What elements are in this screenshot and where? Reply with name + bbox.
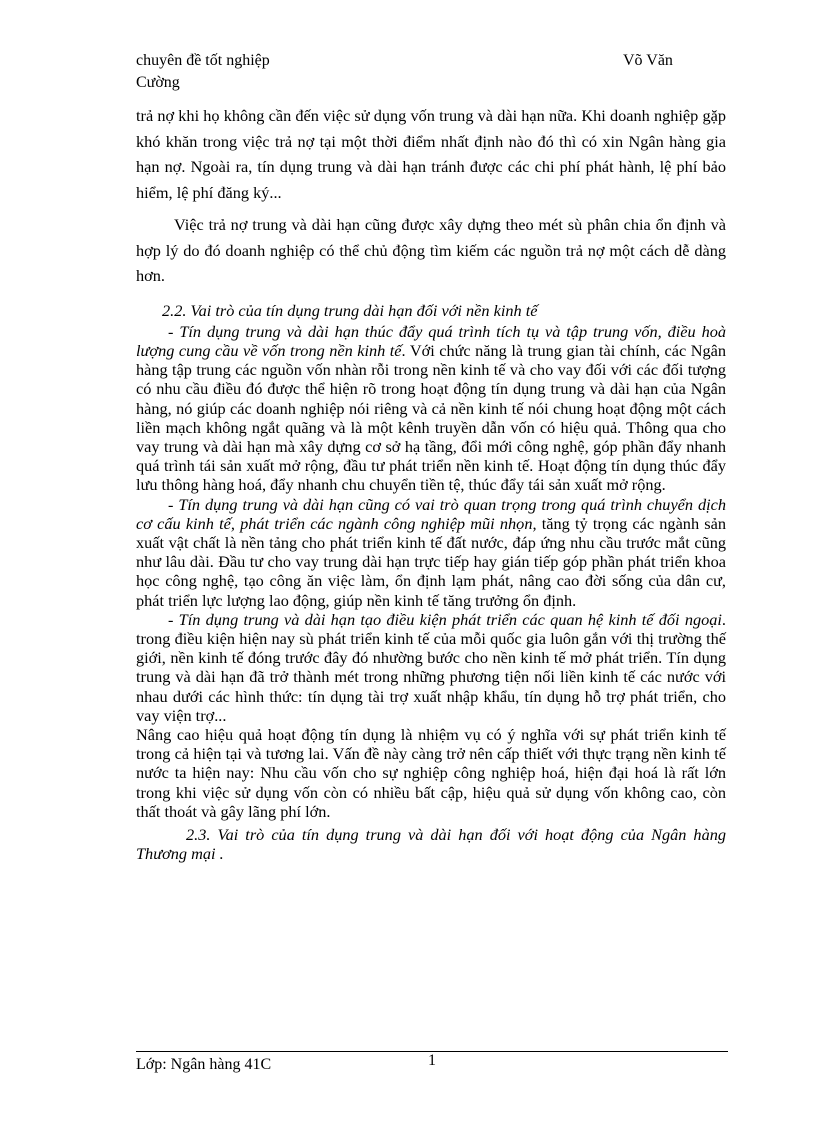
- paragraph-5-body: . trong điều kiện hiện nay sù phát triển kinh tế của mỗi quốc gia luôn gắn với thị trường thế giới, nền kinh tế đóng trước đây đó nhường bước cho nền kinh tế mở phát triển. Tín dụng trung và dài hạn đã trở thành mét trong những phương tiện nối liền kinh tế các nước với nhau dưới các hình thức: tín dụng tài trợ xuất nhập khẩu, tín dụng hỗ trợ phát triển, cho vay viện trợ...: [136, 609, 726, 725]
- paragraph-4: [136, 495, 726, 610]
- paragraph-4-body: tăng tỷ trọng các ngành sản xuất vật chất là nền tảng cho phát triển kinh tế đất nước, đáp ứng nhu cầu trước mắt cũng như lâu dài. Đầu tư cho vay trung dài hạn trực tiếp hay gián tiếp góp phần phát triển khoa học công nghệ, tạo công ăn việc làm, ổn định lạm phát, nâng cao đời sống của dân cư, phát triển lực lượng lao động, giúp nền kinh tế tăng trưởng ổn định.: [136, 513, 726, 610]
- section-heading-2-2: [136, 301, 726, 320]
- section-heading-2-3-text: 2.3. Vai trò của tín dụng trung và dài hạn đối với hoạt động của Ngân hàng Thương mại .: [136, 824, 726, 864]
- document-body: [136, 103, 726, 863]
- header-right: Võ Văn: [623, 52, 673, 69]
- paragraph-1: trả nợ khi họ không cần đến việc sử dụng vốn trung và dài hạn nữa. Khi doanh nghiệp gặp khó khăn trong việc trả nợ tại một thời điểm nhất định nào đó thì có xin Ngân hàng gia hạn nợ. Ngoài ra, tín dụng trung và dài hạn tránh được các chi phí phát hành, lệ phí bảo hiểm, lệ phí đăng ký...: [136, 106, 726, 202]
- paragraph-3: [136, 322, 726, 495]
- paragraph-3-lead: - Tín dụng trung và dài hạn thúc đẩy quá trình tích tụ và tập trung vốn, điều hoà lượng cung cầu về vốn trong nền kinh tế: [136, 321, 726, 360]
- page-number: 1: [428, 1052, 436, 1069]
- section-heading-2-3: [136, 825, 726, 863]
- paragraph-3-body: . Với chức năng là trung gian tài chính, các Ngân hàng tập trung các nguồn vốn nhàn rỗi trong nền kinh tế và cho vay đối với các đối tượng có nhu cầu điều đó được thể hiện rõ trong hoạt động tín dụng trung và dài hạn của Ngân hàng, nó giúp các doanh nghiệp nói riêng và cả nền kinh tế nói chung hoạt động một cách liền mạch không ngắt quãng và là một kênh truyền dẫn vốn có hiệu quả. Thông qua cho vay trung và dài hạn mà xây dựng cơ sở hạ tầng, đổi mới công nghệ, góp phần đẩy nhanh quá trình tái sản xuất mở rộng, đầu tư phát triển nền kinh tế. Hoạt động tín dụng thúc đẩy lưu thông hàng hoá, đẩy nhanh chu chuyển tiền tệ, thúc đẩy tái sản xuất mở rộng.: [136, 340, 726, 495]
- paragraph-2: Việc trả nợ trung và dài hạn cũng được xây dựng theo mét sù phân chia ổn định và hợp lý do đó doanh nghiệp có thể chủ động tìm kiếm các nguồn trả nợ một cách dễ dàng hơn.: [136, 215, 726, 285]
- paragraph-4-lead: - Tín dụng trung và dài hạn cũng có vai trò quan trọng trong quá trình chuyển dịch cơ cấu kinh tế, phát triển các ngành công nghiệp mũi nhọn,: [136, 494, 726, 533]
- paragraph-5: [136, 610, 726, 725]
- header-left-line2: Cường: [136, 74, 180, 91]
- header-left: [136, 50, 270, 94]
- section-heading-2-2-text: 2.2. Vai trò của tín dụng trung dài hạn đối với nền kinh tế: [162, 300, 538, 320]
- footer-class-label: Lớp: Ngân hàng 41C: [136, 1056, 272, 1073]
- paragraph-6: Nâng cao hiệu quả hoạt động tín dụng là nhiệm vụ có ý nghĩa với sự phát triển kinh tế trong cả hiện tại và tương lai. Vấn đề này càng trở nên cấp thiết với thực trạng nền kinh tế nước ta hiện nay: Nhu cầu vốn cho sự nghiệp công nghiệp hoá, hiện đại hoá là rất lớn trong khi việc sử dụng vốn còn có nhiều bất cập, hiệu quả sử dụng vốn không cao, còn thất thoát và gây lãng phí lớn.: [136, 724, 726, 821]
- header-left-line1: chuyên đề tốt nghiệp: [136, 52, 270, 69]
- paragraph-5-lead: - Tín dụng trung và dài hạn tạo điều kiện phát triển các quan hệ kinh tế đối ngoại: [168, 609, 722, 629]
